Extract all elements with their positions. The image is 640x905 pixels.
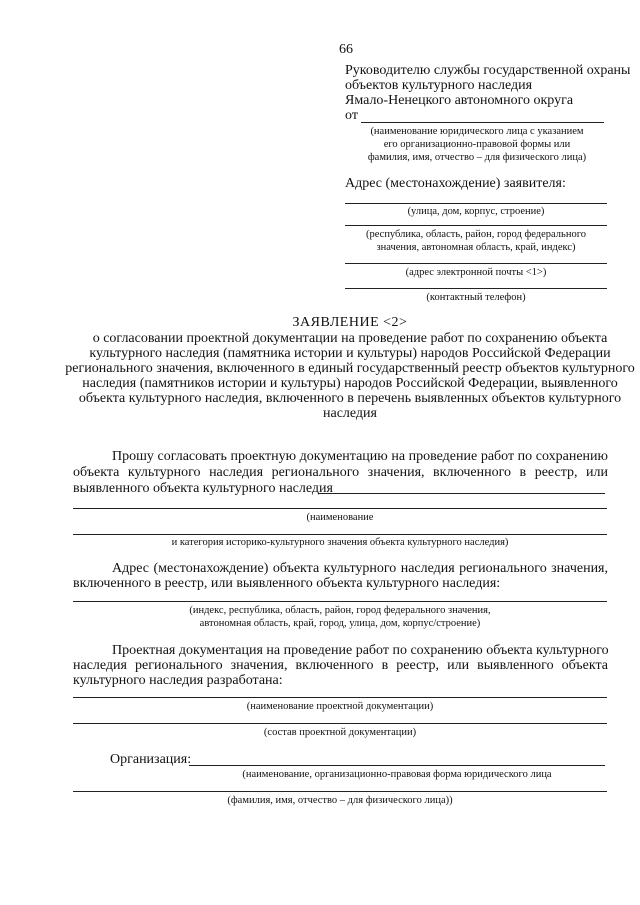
street-fill-line[interactable]	[345, 203, 607, 204]
page-number: 66	[339, 42, 353, 57]
organization-fill-line[interactable]	[189, 765, 605, 766]
title-line-6: наследия	[323, 406, 377, 421]
phone-fill-line[interactable]	[345, 288, 607, 289]
from-label: от	[345, 108, 358, 123]
email-fill-line[interactable]	[345, 263, 607, 264]
object-address-fill-line[interactable]	[73, 601, 607, 602]
project-docs-composition-fill-line[interactable]	[73, 723, 607, 724]
project-docs-line-2: наследия регионального значения, включенного в реестр, или выявленного объекта	[73, 658, 608, 673]
person-fill-line[interactable]	[73, 791, 607, 792]
project-docs-name-fill-line[interactable]	[73, 697, 607, 698]
object-category-fill-line[interactable]	[73, 534, 607, 535]
title-line-4: наследия (памятников истории и культуры) народов Российской Федерации, выявленного	[82, 376, 618, 391]
request-line-3: выявленного объекта культурного наследия	[73, 481, 333, 496]
phone-hint: (контактный телефон)	[426, 292, 526, 303]
object-address-line-1: Адрес (местонахождение) объекта культурного наследия регионального значения,	[112, 561, 608, 576]
request-line-2: объекта культурного наследия регионального значения, включенного в реестр, или	[73, 465, 608, 480]
title-line-5: объекта культурного наследия, включенного в перечень выявленных объектов культурного	[78, 391, 622, 406]
document-heading: ЗАЯВЛЕНИЕ <2>	[292, 315, 408, 330]
from-hint-3: фамилия, имя, отчество – для физического лица)	[367, 152, 587, 163]
from-fill-line[interactable]	[361, 122, 604, 123]
region-hint-2: значения, автономная область, край, индекс)	[376, 242, 576, 253]
addressee-line-2: объектов культурного наследия	[345, 78, 533, 93]
object-address-hint-1: (индекс, республика, область, район, город федерального значения,	[189, 605, 491, 616]
object-address-hint-2: автономная область, край, город, улица, дом, корпус/строение)	[199, 618, 481, 629]
street-hint: (улица, дом, корпус, строение)	[407, 206, 545, 217]
object-address-line-2: включенного в реестр, или выявленного объекта культурного наследия:	[73, 576, 501, 591]
project-docs-line-3: культурного наследия разработана:	[73, 673, 283, 688]
applicant-address-label: Адрес (местонахождение) заявителя:	[345, 176, 566, 191]
person-hint: (фамилия, имя, отчество – для физического лица))	[227, 795, 453, 806]
project-docs-composition-hint: (состав проектной документации)	[263, 727, 417, 738]
object-name-fill-line-2[interactable]	[73, 508, 607, 509]
from-hint-1: (наименование юридического лица с указанием	[370, 126, 584, 137]
title-line-1: о согласовании проектной документации на проведение работ по сохранению объекта	[92, 331, 608, 346]
addressee-line-1: Руководителю службы государственной охраны	[345, 63, 631, 78]
organization-label: Организация:	[110, 752, 192, 767]
organization-hint: (наименование, организационно-правовая форма юридического лица	[242, 769, 552, 780]
request-line-1: Прошу согласовать проектную документацию на проведение работ по сохранению	[112, 449, 608, 464]
title-line-3: регионального значения, включенного в единый государственный реестр объектов культурного	[65, 361, 635, 376]
region-fill-line[interactable]	[345, 225, 607, 226]
object-name-hint: (наименование	[306, 512, 374, 523]
object-name-fill-line[interactable]	[318, 493, 605, 494]
email-hint: (адрес электронной почты <1>)	[405, 267, 547, 278]
project-docs-name-hint: (наименование проектной документации)	[246, 701, 434, 712]
title-line-2: культурного наследия (памятника истории и культуры) народов Российской Федерации	[89, 346, 611, 361]
addressee-line-3: Ямало-Ненецкого автономного округа	[345, 93, 574, 108]
from-hint-2: его организационно-правовой формы или	[383, 139, 571, 150]
project-docs-line-1: Проектная документация на проведение работ по сохранению объекта культурного	[112, 643, 609, 658]
region-hint-1: (республика, область, район, город федерального	[365, 229, 586, 240]
object-category-hint: и категория историко-культурного значения объекта культурного наследия)	[171, 537, 509, 548]
